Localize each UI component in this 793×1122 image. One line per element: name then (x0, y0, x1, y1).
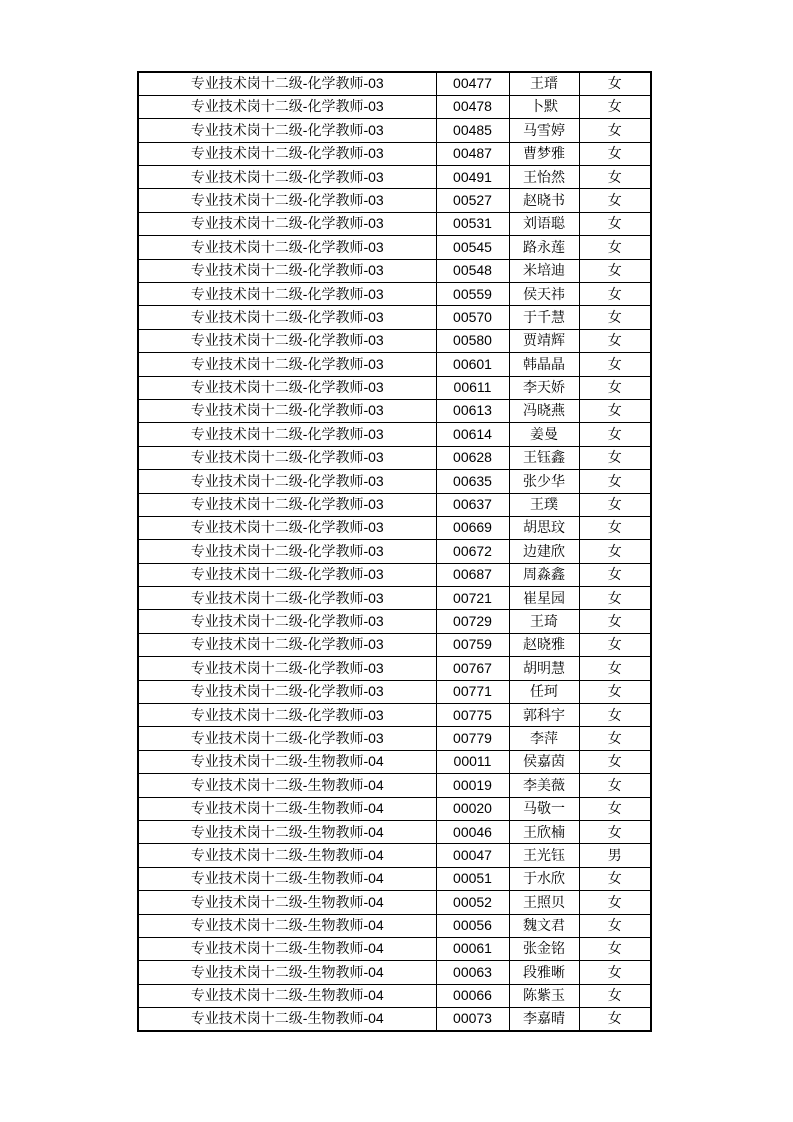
cell-exam-number: 00485 (436, 119, 509, 142)
cell-gender: 女 (579, 774, 651, 797)
table-row (138, 680, 651, 703)
cell-position: 专业技术岗十二级-生物教师-04 (138, 750, 436, 773)
cell-gender: 男 (579, 844, 651, 867)
cell-name: 赵晓书 (509, 189, 579, 212)
cell-gender: 女 (579, 657, 651, 680)
cell-position: 专业技术岗十二级-化学教师-03 (138, 446, 436, 469)
cell-position: 专业技术岗十二级-化学教师-03 (138, 95, 436, 118)
cell-exam-number: 00061 (436, 937, 509, 960)
table-row (138, 750, 651, 773)
cell-exam-number: 00066 (436, 984, 509, 1007)
cell-gender: 女 (579, 704, 651, 727)
cell-gender: 女 (579, 493, 651, 516)
cell-position: 专业技术岗十二级-化学教师-03 (138, 212, 436, 235)
cell-name: 张金铭 (509, 937, 579, 960)
table-row (138, 376, 651, 399)
table-row (138, 493, 651, 516)
cell-position: 专业技术岗十二级-化学教师-03 (138, 727, 436, 750)
cell-exam-number: 00491 (436, 166, 509, 189)
cell-exam-number: 00011 (436, 750, 509, 773)
cell-name: 李美薇 (509, 774, 579, 797)
cell-position: 专业技术岗十二级-化学教师-03 (138, 540, 436, 563)
cell-gender: 女 (579, 821, 651, 844)
cell-position: 专业技术岗十二级-生物教师-04 (138, 961, 436, 984)
cell-name: 马雪婷 (509, 119, 579, 142)
cell-gender: 女 (579, 423, 651, 446)
cell-gender: 女 (579, 142, 651, 165)
cell-exam-number: 00767 (436, 657, 509, 680)
cell-exam-number: 00527 (436, 189, 509, 212)
table-row (138, 212, 651, 235)
cell-name: 郭科宇 (509, 704, 579, 727)
cell-name: 魏文君 (509, 914, 579, 937)
cell-position: 专业技术岗十二级-生物教师-04 (138, 937, 436, 960)
table-row (138, 329, 651, 352)
cell-position: 专业技术岗十二级-化学教师-03 (138, 329, 436, 352)
cell-position: 专业技术岗十二级-化学教师-03 (138, 119, 436, 142)
table-row (138, 797, 651, 820)
cell-exam-number: 00477 (436, 72, 509, 95)
cell-exam-number: 00729 (436, 610, 509, 633)
cell-gender: 女 (579, 563, 651, 586)
cell-exam-number: 00559 (436, 283, 509, 306)
cell-exam-number: 00672 (436, 540, 509, 563)
cell-name: 曹梦雅 (509, 142, 579, 165)
table-row (138, 236, 651, 259)
cell-gender: 女 (579, 446, 651, 469)
cell-gender: 女 (579, 750, 651, 773)
cell-name: 段雅晰 (509, 961, 579, 984)
cell-name: 王光钰 (509, 844, 579, 867)
cell-name: 李萍 (509, 727, 579, 750)
cell-gender: 女 (579, 95, 651, 118)
cell-gender: 女 (579, 399, 651, 422)
cell-gender: 女 (579, 189, 651, 212)
cell-gender: 女 (579, 984, 651, 1007)
cell-name: 卜默 (509, 95, 579, 118)
cell-exam-number: 00775 (436, 704, 509, 727)
cell-gender: 女 (579, 283, 651, 306)
cell-position: 专业技术岗十二级-化学教师-03 (138, 259, 436, 282)
cell-gender: 女 (579, 306, 651, 329)
cell-name: 周淼鑫 (509, 563, 579, 586)
cell-position: 专业技术岗十二级-生物教师-04 (138, 867, 436, 890)
cell-gender: 女 (579, 680, 651, 703)
cell-position: 专业技术岗十二级-生物教师-04 (138, 891, 436, 914)
table-row (138, 119, 651, 142)
table-row (138, 142, 651, 165)
cell-gender: 女 (579, 376, 651, 399)
cell-gender: 女 (579, 540, 651, 563)
cell-exam-number: 00478 (436, 95, 509, 118)
cell-position: 专业技术岗十二级-生物教师-04 (138, 797, 436, 820)
cell-gender: 女 (579, 259, 651, 282)
cell-exam-number: 00637 (436, 493, 509, 516)
cell-position: 专业技术岗十二级-生物教师-04 (138, 844, 436, 867)
table-row (138, 774, 651, 797)
cell-position: 专业技术岗十二级-化学教师-03 (138, 353, 436, 376)
cell-gender: 女 (579, 72, 651, 95)
cell-exam-number: 00614 (436, 423, 509, 446)
cell-exam-number: 00052 (436, 891, 509, 914)
table-row (138, 166, 651, 189)
cell-name: 张少华 (509, 470, 579, 493)
cell-exam-number: 00613 (436, 399, 509, 422)
cell-position: 专业技术岗十二级-化学教师-03 (138, 283, 436, 306)
cell-position: 专业技术岗十二级-化学教师-03 (138, 142, 436, 165)
cell-exam-number: 00487 (436, 142, 509, 165)
cell-gender: 女 (579, 587, 651, 610)
table-row (138, 610, 651, 633)
cell-name: 李天娇 (509, 376, 579, 399)
cell-position: 专业技术岗十二级-化学教师-03 (138, 423, 436, 446)
cell-name: 王璞 (509, 493, 579, 516)
table-row (138, 633, 651, 656)
cell-exam-number: 00548 (436, 259, 509, 282)
cell-gender: 女 (579, 727, 651, 750)
table-row (138, 72, 651, 95)
cell-position: 专业技术岗十二级-化学教师-03 (138, 493, 436, 516)
cell-exam-number: 00628 (436, 446, 509, 469)
cell-gender: 女 (579, 236, 651, 259)
cell-name: 侯天祎 (509, 283, 579, 306)
cell-position: 专业技术岗十二级-化学教师-03 (138, 166, 436, 189)
table-row (138, 540, 651, 563)
cell-name: 胡明慧 (509, 657, 579, 680)
cell-name: 王钰鑫 (509, 446, 579, 469)
cell-gender: 女 (579, 1008, 651, 1031)
cell-name: 姜曼 (509, 423, 579, 446)
cell-exam-number: 00721 (436, 587, 509, 610)
cell-exam-number: 00570 (436, 306, 509, 329)
cell-name: 陈紫玉 (509, 984, 579, 1007)
cell-gender: 女 (579, 937, 651, 960)
table-row (138, 353, 651, 376)
cell-gender: 女 (579, 119, 651, 142)
cell-gender: 女 (579, 797, 651, 820)
cell-name: 王怡然 (509, 166, 579, 189)
cell-exam-number: 00056 (436, 914, 509, 937)
cell-exam-number: 00635 (436, 470, 509, 493)
table-row (138, 423, 651, 446)
cell-name: 王照贝 (509, 891, 579, 914)
table-row (138, 306, 651, 329)
cell-name: 崔星园 (509, 587, 579, 610)
cell-position: 专业技术岗十二级-化学教师-03 (138, 563, 436, 586)
table-row (138, 189, 651, 212)
table-row (138, 1008, 651, 1031)
cell-position: 专业技术岗十二级-化学教师-03 (138, 72, 436, 95)
cell-name: 侯嘉茵 (509, 750, 579, 773)
cell-position: 专业技术岗十二级-化学教师-03 (138, 587, 436, 610)
cell-exam-number: 00019 (436, 774, 509, 797)
cell-gender: 女 (579, 610, 651, 633)
cell-name: 于千慧 (509, 306, 579, 329)
cell-exam-number: 00020 (436, 797, 509, 820)
cell-position: 专业技术岗十二级-生物教师-04 (138, 914, 436, 937)
cell-name: 贾靖辉 (509, 329, 579, 352)
cell-position: 专业技术岗十二级-化学教师-03 (138, 189, 436, 212)
cell-position: 专业技术岗十二级-化学教师-03 (138, 633, 436, 656)
cell-gender: 女 (579, 891, 651, 914)
cell-exam-number: 00063 (436, 961, 509, 984)
cell-exam-number: 00047 (436, 844, 509, 867)
cell-exam-number: 00046 (436, 821, 509, 844)
cell-exam-number: 00531 (436, 212, 509, 235)
cell-position: 专业技术岗十二级-生物教师-04 (138, 821, 436, 844)
cell-gender: 女 (579, 329, 651, 352)
table-row (138, 937, 651, 960)
cell-exam-number: 00580 (436, 329, 509, 352)
cell-position: 专业技术岗十二级-化学教师-03 (138, 657, 436, 680)
table-row (138, 283, 651, 306)
cell-exam-number: 00669 (436, 516, 509, 539)
table-row (138, 259, 651, 282)
cell-name: 王欣楠 (509, 821, 579, 844)
cell-name: 刘语聪 (509, 212, 579, 235)
cell-gender: 女 (579, 166, 651, 189)
cell-position: 专业技术岗十二级-化学教师-03 (138, 704, 436, 727)
cell-gender: 女 (579, 212, 651, 235)
cell-gender: 女 (579, 867, 651, 890)
cell-exam-number: 00771 (436, 680, 509, 703)
cell-name: 李嘉晴 (509, 1008, 579, 1031)
table-row (138, 867, 651, 890)
cell-position: 专业技术岗十二级-生物教师-04 (138, 984, 436, 1007)
cell-exam-number: 00779 (436, 727, 509, 750)
table-row (138, 587, 651, 610)
cell-name: 任珂 (509, 680, 579, 703)
cell-name: 赵晓雅 (509, 633, 579, 656)
cell-name: 马敬一 (509, 797, 579, 820)
table-row (138, 657, 651, 680)
cell-exam-number: 00611 (436, 376, 509, 399)
cell-gender: 女 (579, 470, 651, 493)
table-row (138, 446, 651, 469)
cell-exam-number: 00687 (436, 563, 509, 586)
cell-name: 冯晓燕 (509, 399, 579, 422)
table-row (138, 95, 651, 118)
table-row (138, 821, 651, 844)
cell-gender: 女 (579, 914, 651, 937)
cell-name: 米培迪 (509, 259, 579, 282)
cell-name: 胡思玟 (509, 516, 579, 539)
cell-position: 专业技术岗十二级-化学教师-03 (138, 399, 436, 422)
cell-exam-number: 00759 (436, 633, 509, 656)
cell-position: 专业技术岗十二级-化学教师-03 (138, 306, 436, 329)
cell-position: 专业技术岗十二级-生物教师-04 (138, 774, 436, 797)
cell-name: 于水欣 (509, 867, 579, 890)
table-row (138, 727, 651, 750)
cell-position: 专业技术岗十二级-化学教师-03 (138, 680, 436, 703)
table-row (138, 516, 651, 539)
table-row (138, 399, 651, 422)
table-row (138, 914, 651, 937)
table-row (138, 470, 651, 493)
table-row (138, 844, 651, 867)
cell-name: 王琦 (509, 610, 579, 633)
cell-exam-number: 00545 (436, 236, 509, 259)
table-row (138, 961, 651, 984)
cell-exam-number: 00073 (436, 1008, 509, 1031)
cell-position: 专业技术岗十二级-化学教师-03 (138, 516, 436, 539)
cell-name: 王瑨 (509, 72, 579, 95)
cell-gender: 女 (579, 633, 651, 656)
cell-position: 专业技术岗十二级-化学教师-03 (138, 470, 436, 493)
cell-name: 边建欣 (509, 540, 579, 563)
cell-gender: 女 (579, 516, 651, 539)
cell-position: 专业技术岗十二级-生物教师-04 (138, 1008, 436, 1031)
cell-exam-number: 00051 (436, 867, 509, 890)
table-row (138, 704, 651, 727)
cell-name: 韩晶晶 (509, 353, 579, 376)
cell-name: 路永莲 (509, 236, 579, 259)
cell-gender: 女 (579, 961, 651, 984)
cell-position: 专业技术岗十二级-化学教师-03 (138, 236, 436, 259)
cell-gender: 女 (579, 353, 651, 376)
roster-table (137, 71, 652, 1032)
cell-exam-number: 00601 (436, 353, 509, 376)
cell-position: 专业技术岗十二级-化学教师-03 (138, 610, 436, 633)
roster-table-body (138, 72, 651, 1031)
table-row (138, 984, 651, 1007)
table-row (138, 563, 651, 586)
cell-position: 专业技术岗十二级-化学教师-03 (138, 376, 436, 399)
table-row (138, 891, 651, 914)
